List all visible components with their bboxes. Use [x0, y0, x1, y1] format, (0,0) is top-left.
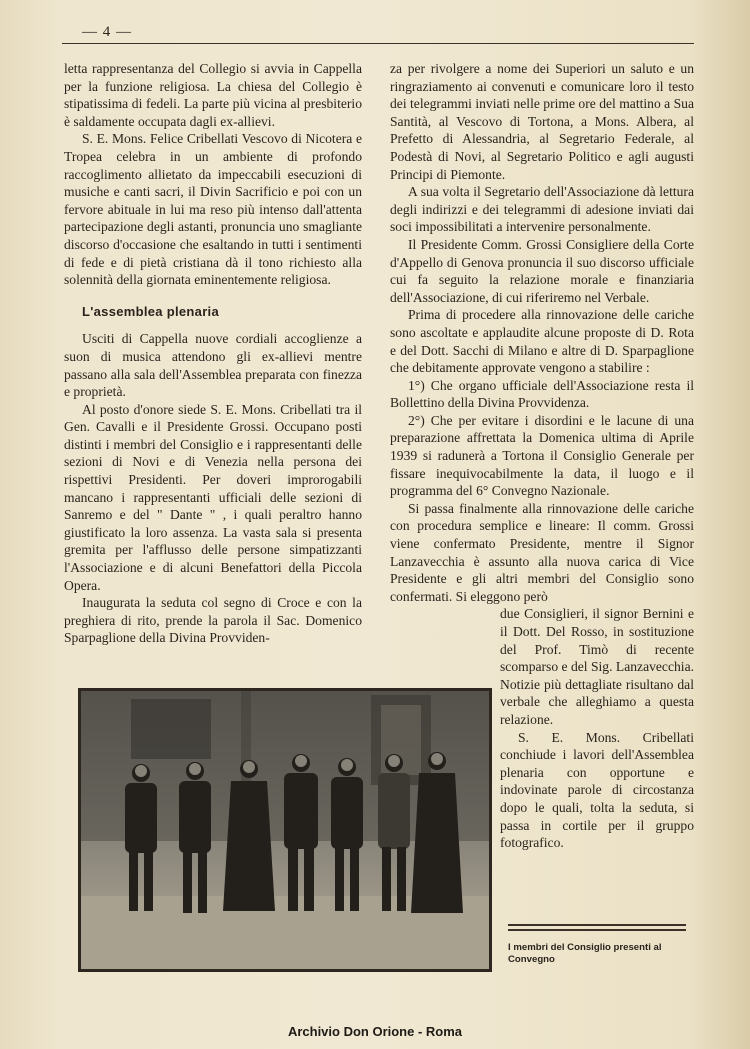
- group-photo: [78, 688, 492, 972]
- left-paragraph-3: Usciti di Cappella nuove cordiali accoglienze a suon di musica attendono gli ex-allievi mentre passano alla sala dell'Assemblea preparata con finezza e proprietà.: [64, 331, 362, 400]
- left-paragraph-2: S. E. Mons. Felice Cribellati Vescovo di Nicotera e Tropea celebra in un ambiente di profondo raccoglimento allietato da impeccabili esecuzioni di musiche e canti sacri, il Divin Sacrificio e poi con un fervore abituale in lui ma reso più intenso dall'attenta partecipazione degli astanti, pronuncia uno smagliante discorso d'occasione che esaltando in tutti i sentimenti di fede e di pietà cristiana dà il tono richiesto alla solennità della giornata eminentemente religiosa.: [64, 131, 362, 288]
- header-rule: [62, 43, 694, 44]
- right-paragraph-7: Si passa finalmente alla rinnovazione delle cariche con procedura semplice e lineare: Il comm. Grossi viene confermato Presidente, mentre il Signor Lanzavecchia è assunto alla nuova carica di Vice Presidente e gli altri membri del Consiglio sono confermati. Si eleggono però: [390, 500, 694, 604]
- right-paragraph-5: 1°) Che organo ufficiale dell'Associazione resta il Bollettino della Divina Provvidenza.: [390, 377, 694, 411]
- caption-rule-bottom: [508, 929, 686, 931]
- section-title: L'assemblea plenaria: [82, 303, 219, 319]
- left-paragraph-4: Al posto d'onore siede S. E. Mons. Cribellati tra il Gen. Cavalli e il Presidente Grossi. Occupano posti distinti i membri del Consiglio e i rappresentanti delle sezioni di Novi e di Venezia nella persona dei rispettivi Presidenti. Per doveri improrogabili mancano i rappresentanti ufficiali delle sezioni di Sanremo e del " Dante " , i quali peraltro hanno giustificato la loro assenza. La vasta sala si presenta gremita per l'afflusso delle persone simpatizzanti l'Associazione e di alcuni Benefattori della Piccola Opera.: [64, 401, 362, 593]
- right-paragraph-2: A sua volta il Segretario dell'Associazione dà lettura degli indirizzi e dei telegrammi di adesione inviati dai soci impossibilitati a intervenire personalmente.: [390, 184, 694, 235]
- left-column: [64, 60, 362, 647]
- caption-rule-top: [508, 924, 686, 926]
- left-paragraph-5: Inaugurata la seduta col segno di Croce e con la preghiera di rito, prende la parola il Sac. Domenico Sparpaglione della Divina Provviden-: [64, 595, 362, 646]
- photo-caption: I membri del Consiglio presenti al Convegno: [508, 942, 662, 965]
- page-number: — 4 —: [82, 24, 132, 40]
- right-paragraph-3: Il Presidente Comm. Grossi Consigliere della Corte d'Appello di Genova pronuncia il suo discorso ufficiale cui fa seguito la relazione morale e finanziaria dell'Associazione, di cui riferiremo nel Verbale.: [390, 236, 694, 305]
- right-paragraph-9: S. E. Mons. Cribellati conchiude i lavori dell'Assemblea plenaria con opportune e indovinate parole di circostanza dopo le quali, tolta la seduta, si passa in cortile per il gruppo fotografico.: [500, 729, 694, 851]
- page-header: [62, 24, 694, 46]
- right-paragraph-8: due Consiglieri, il signor Bernini e il Dott. Del Rosso, in sostituzione del Prof. Timò di recente scomparso e del Sig. Lanzavecchia. Notizie più dettagliate risultano dal verbale che alleghiamo a questa relazione.: [500, 606, 695, 727]
- archive-footer: Archivio Don Orione - Roma: [287, 1024, 463, 1039]
- left-paragraph-1: letta rappresentanza del Collegio si avvia in Cappella per la funzione religiosa. La chiesa del Collegio è stipatissima di fedeli. La parte più vicina al presbiterio è saldamente occupata dagli ex-allievi.: [64, 61, 362, 129]
- right-paragraph-4: Prima di procedere alla rinnovazione delle cariche sono ascoltate e applaudite alcune proposte di D. Rota e del Dott. Sacchi di Milano e altre di D. Sparpaglione che debitamente approvate vengono a stabilire :: [390, 307, 694, 376]
- narrow-text-block: [500, 605, 694, 851]
- right-paragraph-6: 2°) Che per evitare i disordini e le lacune di una preparazione affrettata la Domenica ultima di Aprile 1939 si radunerà a Tortona il Consiglio Generale per fissare inequivocabilmente la data, il luogo e il programma del 6° Convegno Nazionale.: [390, 412, 694, 499]
- group-photo-image: [81, 691, 489, 969]
- right-paragraph-1: za per rivolgere a nome dei Superiori un saluto e un ringraziamento ai convenuti e comunicare loro il testo dei telegrammi inviati nelle prime ore del mattino a Sua Santità, al Vescovo di Tortona, a Mons. Albera, al Prefetto di Alessandria, al Segretario Federale, al Podestà di Novi, al Segretario Politico e agli augusti Principi di Piemonte.: [390, 61, 694, 182]
